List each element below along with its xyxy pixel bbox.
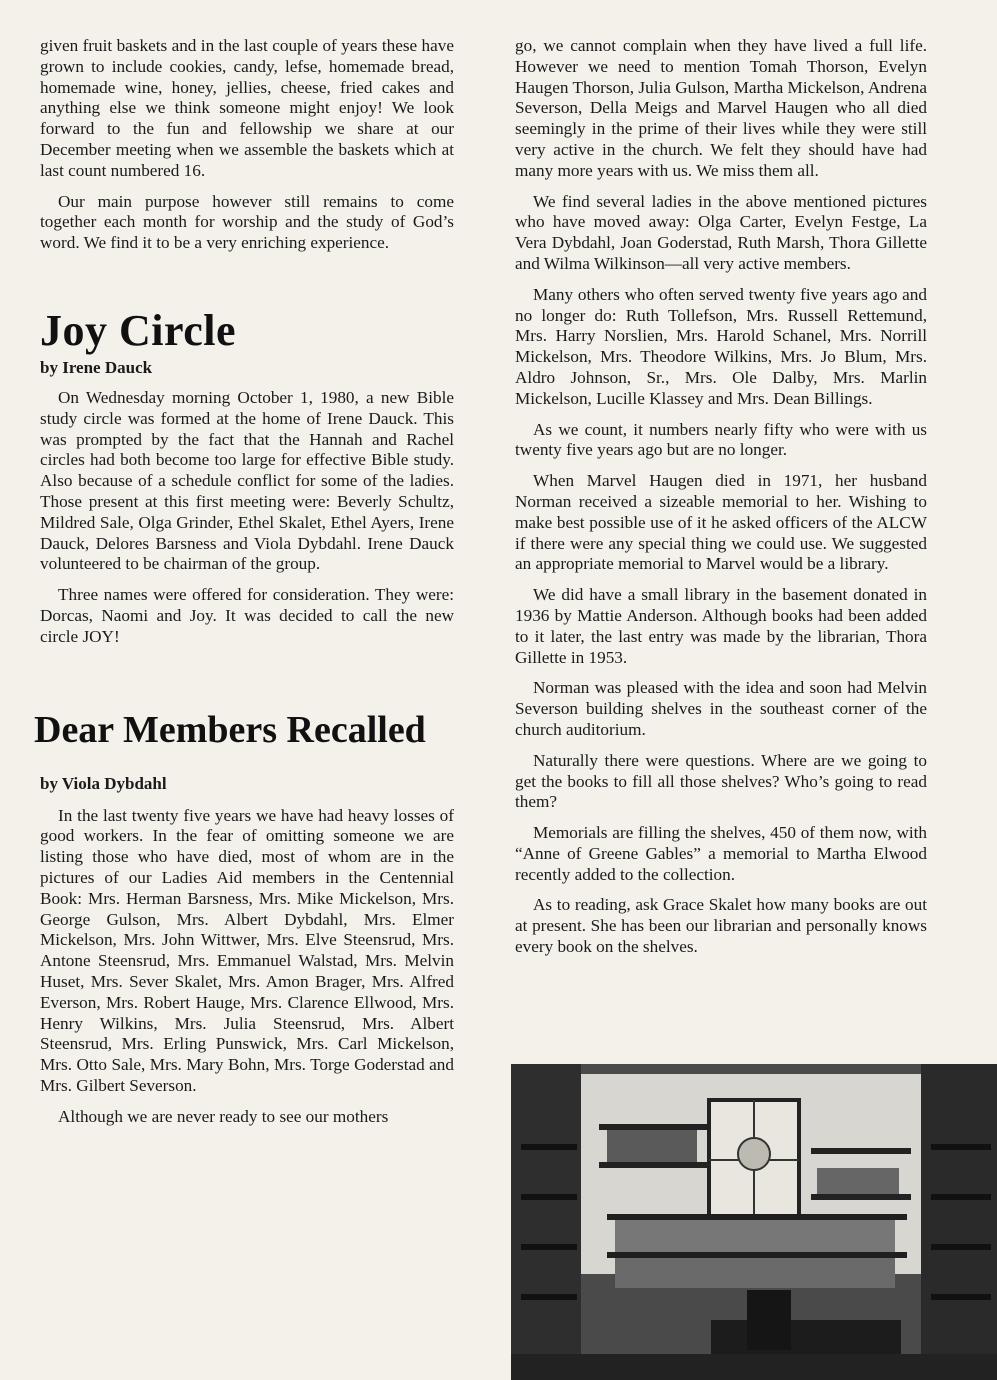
right-paragraph-10: As to reading, ask Grace Skalet how many books are out at present. She has been our librarian and personally knows every book on the shelves. [515, 895, 927, 957]
dear-members-byline: by Viola Dybdahl [40, 773, 167, 793]
right-paragraph-7: Norman was pleased with the idea and soon had Melvin Severson building shelves in the southeast corner of the church auditorium. [515, 678, 927, 739]
dear-members-paragraph-2: Although we are never ready to see our mothers [58, 1106, 389, 1126]
right-paragraph-8: Naturally there were questions. Where are we going to get the books to fill all those shelves? Who’s going to read them? [515, 750, 927, 812]
dear-members-paragraph-1: In the last twenty five years we have had heavy losses of good workers. In the fear of omitting someone we are listing those who have died, most of whom are in the pictures of our Ladies Aid members in the Centennial Book: Mrs. Herman Barsness, Mrs. Mike Mickelson, Mrs. George Gulson, Mrs. Albert Dybdahl, Mrs. Elmer Mickelson, Mrs. John Wittwer, Mrs. Elve Steensrud, Mrs. Antone Steensrud, Mrs. Emmanuel Walstad, Mrs. Melvin Huset, Mrs. Sever Skalet, Mrs. Amon Brager, Mrs. Alfred Everson, Mrs. Robert Hauge, Mrs. Clarence Ellwood, Mrs. Henry Wilkins, Mrs. Julia Steensrud, Mrs. Albert Steensrud, Mrs. Erling Punswick, Mrs. Carl Mickelson, Mrs. Otto Sale, Mrs. Mary Bohn, Mrs. Torge Goderstad and Mrs. Gilbert Severson. [40, 805, 454, 1095]
right-paragraph-9: Memorials are filling the shelves, 450 of them now, with “Anne of Greene Gables” a memorial to Martha Elwood recently added to the collection. [515, 823, 927, 884]
right-paragraph-1: go, we cannot complain when they have lived a full life. However we need to mention Tomah Thorson, Evelyn Haugen Thorson, Julia Gulson, Martha Mickelson, Andrena Severson, Della Meigs and Marvel Haugen who all died seemingly in the prime of their lives while they were still very active in the church. We felt they should have had many more years with us. We miss them all. [515, 36, 927, 180]
joy-circle-byline: by Irene Dauck [40, 357, 153, 377]
right-paragraph-4: As we count, it numbers nearly fifty who were with us twenty five years ago but are no longer. [515, 419, 927, 460]
joy-circle-title: Joy Circle [40, 305, 237, 355]
right-paragraph-5: When Marvel Haugen died in 1971, her husband Norman received a sizeable memorial to her. Wishing to make best possible use of it he asked officers of the ALCW if there were any special thing we could use. We suggested an appropriate memorial to Marvel would be a library. [515, 471, 927, 574]
intro-paragraph-2: Our main purpose however still remains to come together each month for worship and the study of God’s word. We find it to be a very enriching experience. [40, 191, 454, 253]
library-photo [511, 1064, 997, 1380]
intro-paragraph-1: given fruit baskets and in the last couple of years these have grown to include cookies, candy, lefse, homemade bread, homemade wine, honey, jellies, cheese, fried cakes and anything else we think someone might enjoy! We look forward to the fun and fellowship we share at our December meeting when we assemble the baskets which at last count numbered 16. [40, 36, 454, 180]
dear-members-title: Dear Members Recalled [34, 708, 426, 751]
right-column [515, 36, 927, 968]
right-paragraph-3: Many others who often served twenty five years ago and no longer do: Ruth Tollefson, Mrs. Russell Rettemund, Mrs. Harry Norslien, Mrs. Harold Schanel, Mrs. Norrill Mickelson, Mrs. Theodore Wilkins, Mrs. Jo Blum, Mrs. Aldro Johnson, Sr., Mrs. Ole Dalby, Mrs. Marlin Mickelson, Lucille Klassey and Mrs. Dean Billings. [515, 284, 927, 408]
right-paragraph-2: We find several ladies in the above mentioned pictures who have moved away: Olga Carter, Evelyn Festge, La Vera Dybdahl, Joan Goderstad, Ruth Marsh, Thora Gillette and Wilma Wilkinson—all very active members. [515, 191, 927, 273]
left-column [34, 36, 454, 1137]
joy-circle-paragraph-1: On Wednesday morning October 1, 1980, a new Bible study circle was formed at the home of Irene Dauck. This was prompted by the fact that the Hannah and Rachel circles had both become too large for effective Bible study. Also because of a schedule conflict for some of the ladies. Those present at this first meeting were: Beverly Schultz, Mildred Sale, Olga Grinder, Ethel Skalet, Ethel Ayers, Irene Dauck, Delores Barsness and Viola Dybdahl. Irene Dauck volunteered to be chairman of the group. [40, 387, 454, 574]
joy-circle-paragraph-2: Three names were offered for consideration. They were: Dorcas, Naomi and Joy. It was decided to call the new circle JOY! [40, 585, 454, 646]
library-shelves-illustration [511, 1064, 997, 1380]
right-paragraph-6: We did have a small library in the basement donated in 1936 by Mattie Anderson. Although books had been added to it later, the last entry was made by the librarian, Thora Gillette in 1953. [515, 585, 927, 667]
